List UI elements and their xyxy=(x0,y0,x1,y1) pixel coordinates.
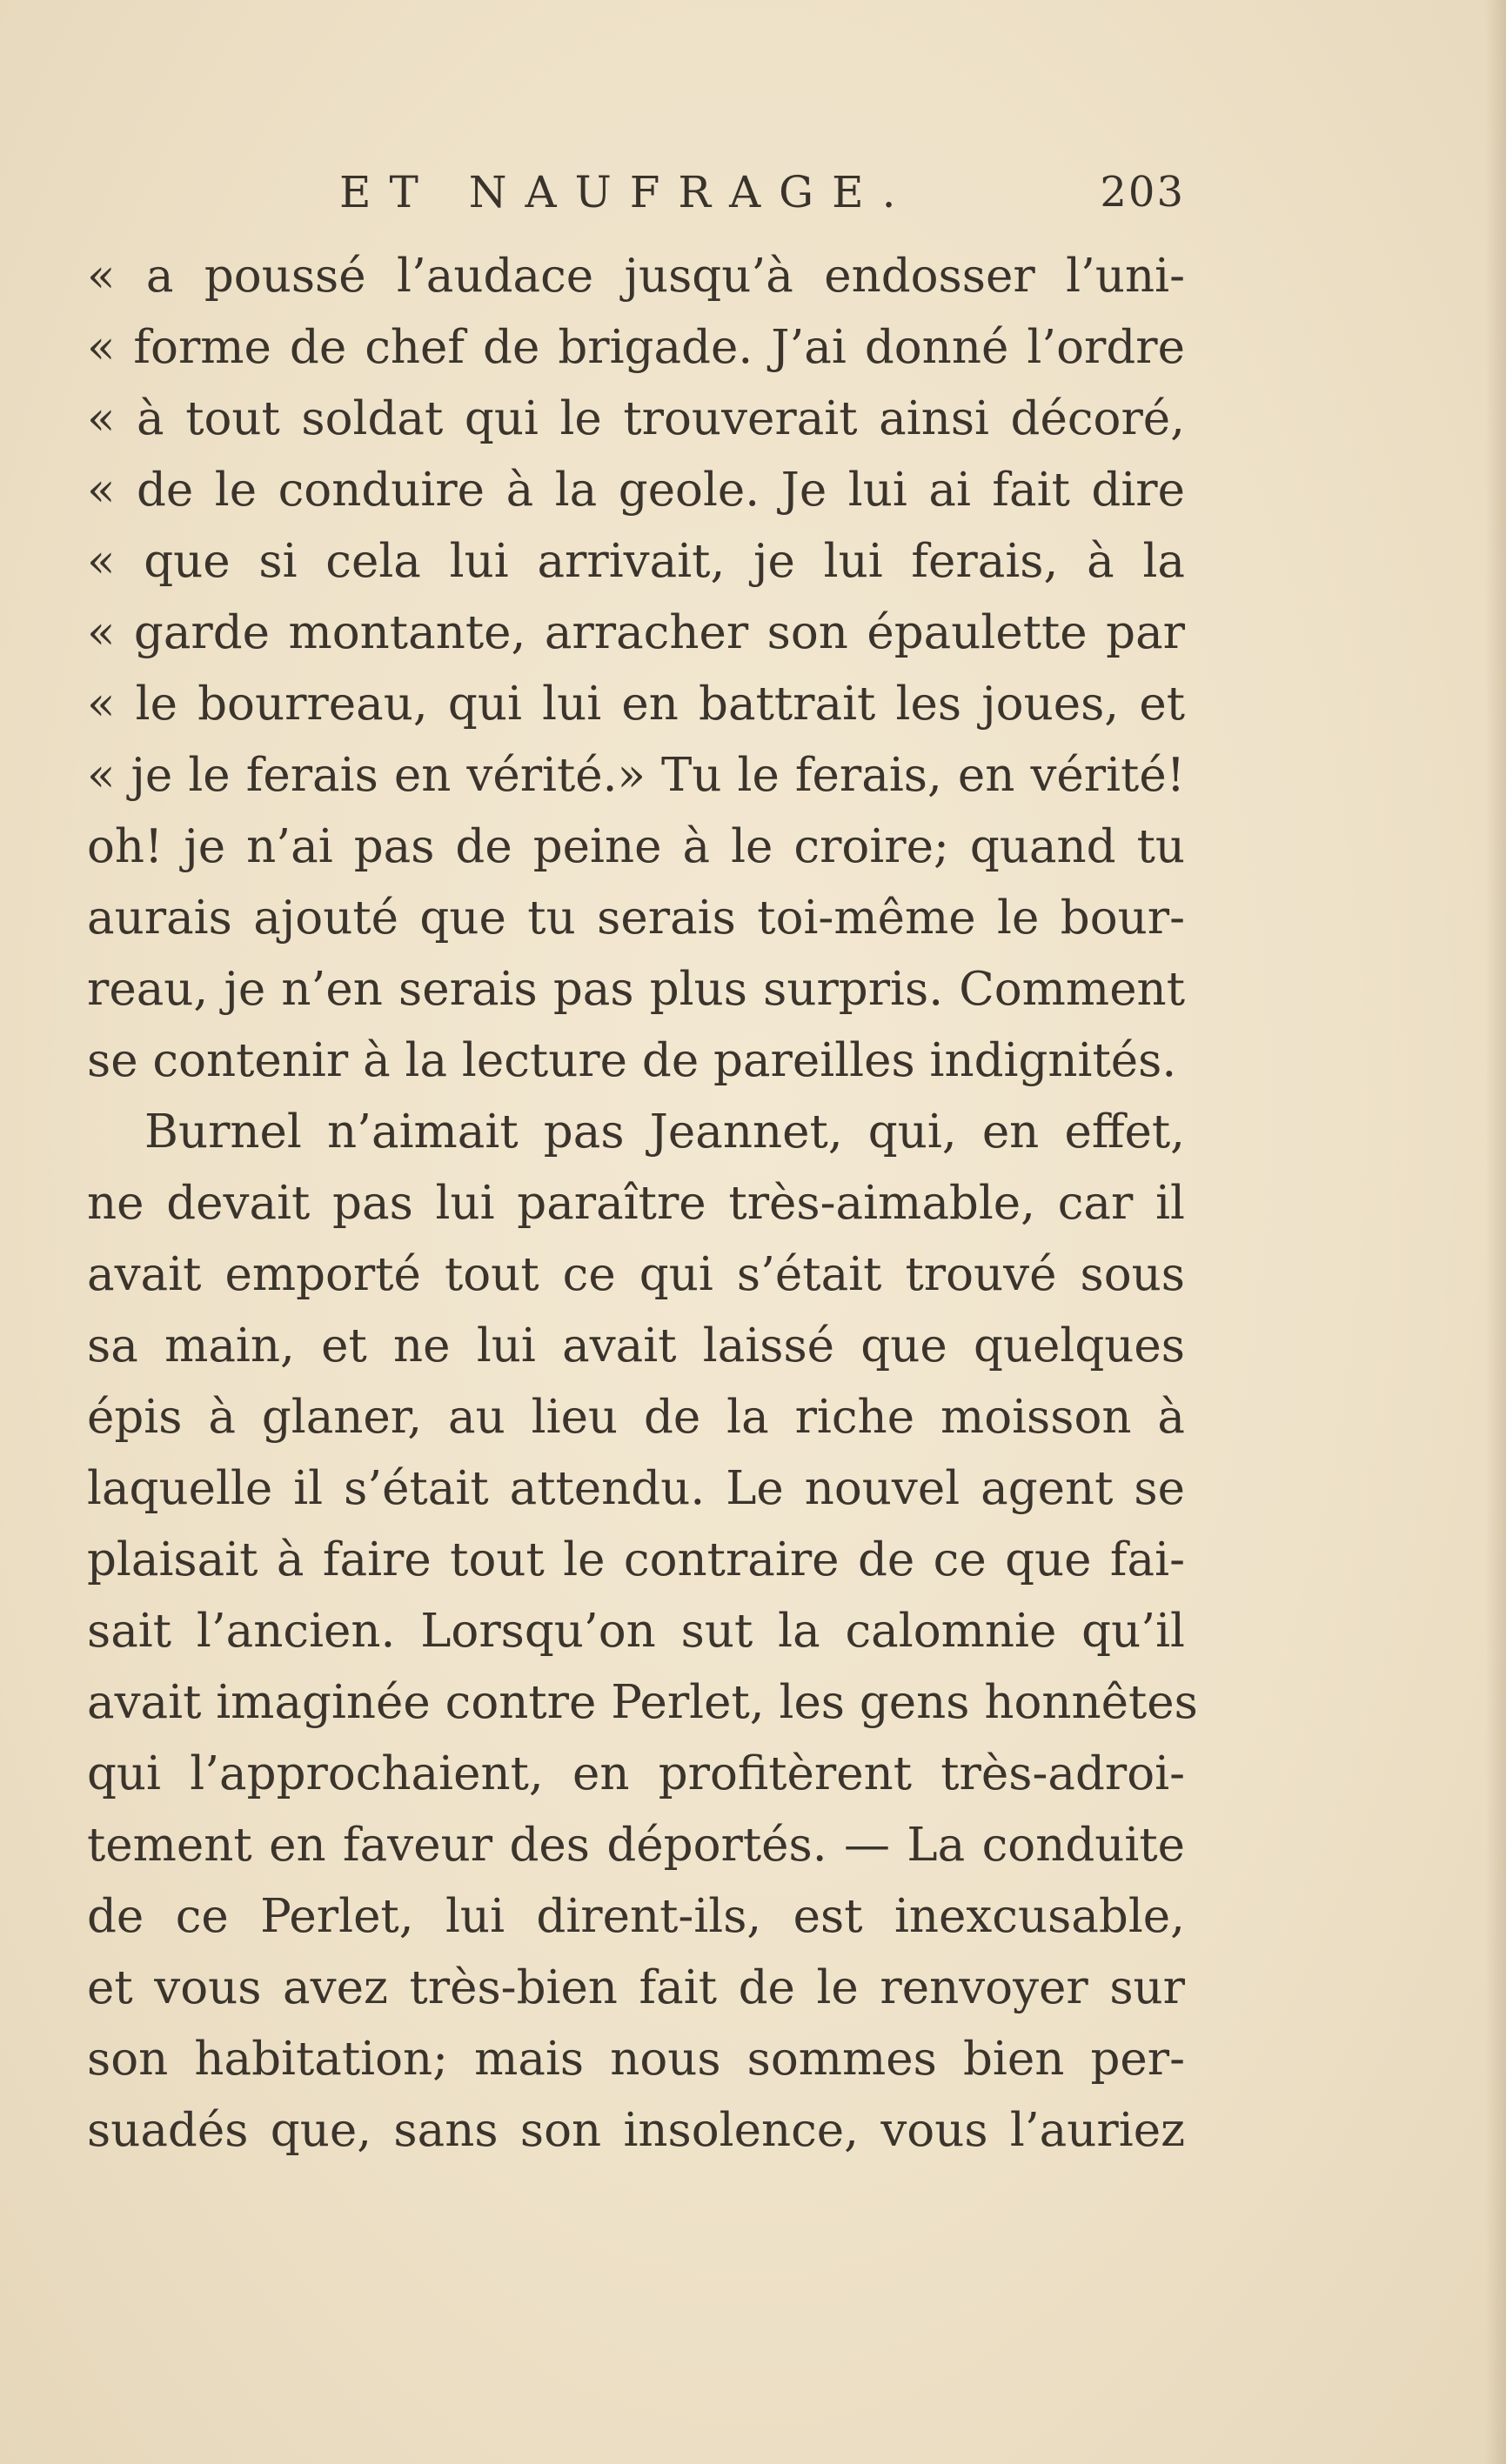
page-number: 203 xyxy=(1100,168,1185,217)
text-line: de ce Perlet, lui dirent-ils, est inexcusable, xyxy=(87,1890,1185,1943)
text-line: plaisait à faire tout le contraire de ce que fai- xyxy=(87,1533,1185,1586)
body-text xyxy=(87,241,1198,2167)
text-line: « de le conduire à la geole. Je lui ai fait dire xyxy=(87,464,1185,517)
text-line: « forme de chef de brigade. J’ai donné l’ordre xyxy=(87,321,1185,374)
text-line: sait l’ancien. Lorsqu’on sut la calomnie qu’il xyxy=(87,1605,1185,1658)
text-line: avait emporté tout ce qui s’était trouvé sous xyxy=(87,1248,1185,1301)
page-edge-shadow xyxy=(1485,0,1506,2464)
text-line: avait imaginée contre Perlet, les gens honnêtes xyxy=(87,1676,1198,1729)
text-line: qui l’approchaient, en profitèrent très-adroi- xyxy=(87,1747,1185,1800)
text-line: « le bourreau, qui lui en battrait les joues, et xyxy=(87,678,1185,731)
text-line: « je le ferais en vérité.» Tu le ferais, en vérité! xyxy=(87,749,1185,802)
text-line: « garde montante, arracher son épaulette par xyxy=(87,606,1185,659)
text-line: reau, je n’en serais pas plus surpris. Comment xyxy=(87,963,1185,1016)
running-title: ET NAUFRAGE. xyxy=(339,167,914,217)
text-line: se contenir à la lecture de pareilles indignités. xyxy=(87,1034,1177,1087)
text-line: tement en faveur des déportés. — La conduite xyxy=(87,1819,1185,1872)
paragraph-start-line: Burnel n’aimait pas Jeannet, qui, en effet, xyxy=(144,1105,1185,1159)
text-line: et vous avez très-bien fait de le renvoyer sur xyxy=(87,1961,1185,2014)
text-line: épis à glaner, au lieu de la riche moisson à xyxy=(87,1391,1185,1444)
text-line: « que si cela lui arrivait, je lui ferais, à la xyxy=(87,535,1185,588)
running-head xyxy=(87,162,1185,223)
text-line: « a poussé l’audace jusqu’à endosser l’uni- xyxy=(87,250,1185,303)
text-line: son habitation; mais nous sommes bien per- xyxy=(87,2033,1185,2086)
text-line: laquelle il s’était attendu. Le nouvel agent se xyxy=(87,1462,1185,1515)
text-line: oh! je n’ai pas de peine à le croire; quand tu xyxy=(87,820,1185,873)
text-line: ne devait pas lui paraître très-aimable, car il xyxy=(87,1177,1185,1230)
text-line: aurais ajouté que tu serais toi-même le bour- xyxy=(87,891,1185,945)
text-line: sa main, et ne lui avait laissé que quelques xyxy=(87,1319,1185,1372)
text-line: « à tout soldat qui le trouverait ainsi décoré, xyxy=(87,392,1185,445)
text-line: suadés que, sans son insolence, vous l’auriez xyxy=(87,2104,1185,2157)
